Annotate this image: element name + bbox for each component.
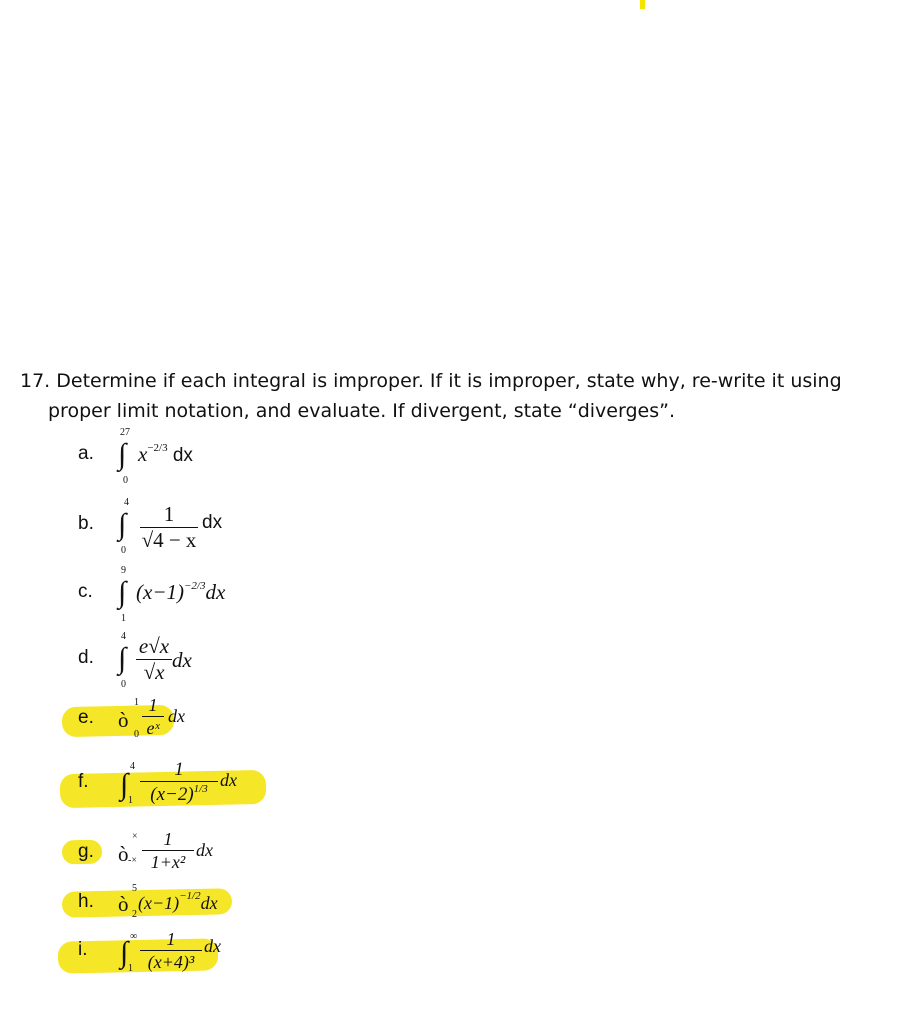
denominator-base: (x−2) (150, 784, 194, 805)
item-a (68, 428, 328, 488)
differential: dx (196, 840, 213, 860)
fraction (140, 760, 218, 804)
numerator: 1 (163, 829, 173, 849)
differential: dx (172, 445, 193, 466)
integral-sign-glyph: ò (118, 842, 129, 866)
differential: dx (200, 893, 218, 913)
upper-limit: 1 (134, 697, 139, 708)
fraction (136, 636, 172, 683)
integrand-base: (x−1) (138, 893, 180, 913)
numerator: e√x (138, 634, 170, 658)
differential: dx (205, 580, 226, 604)
denominator: (x+4)³ (140, 950, 202, 971)
yellow-mark (640, 0, 645, 9)
lower-limit: -× (128, 855, 137, 866)
integrand-exponent: −2/3 (147, 442, 168, 454)
denominator (140, 781, 218, 804)
integrand (138, 890, 218, 914)
upper-limit: 5 (132, 883, 137, 894)
fraction (140, 504, 198, 551)
lower-limit: 0 (123, 475, 128, 486)
item-label: g. (78, 841, 94, 862)
numerator: 1 (166, 929, 176, 949)
item-d (68, 632, 328, 692)
numerator: 1 (163, 502, 175, 526)
integrand-base: (x−1) (136, 580, 184, 604)
integral-sign-glyph: ò (118, 708, 129, 732)
question-line-1 (20, 366, 900, 396)
integrand-exponent: −1/2 (179, 890, 201, 902)
differential: dx (168, 706, 185, 726)
item-label: d. (78, 647, 94, 668)
denominator: eˣ (142, 716, 164, 737)
question-number: 17. (20, 370, 51, 392)
upper-limit: ∞ (130, 931, 138, 942)
differential: dx (202, 512, 223, 533)
lower-limit: 1 (128, 963, 133, 974)
denominator: √x (136, 659, 172, 683)
lower-limit: 0 (121, 679, 126, 690)
upper-limit: 27 (120, 427, 130, 438)
fraction (142, 696, 164, 737)
denominator-exponent: 1/3 (193, 783, 208, 795)
item-label: f. (78, 771, 89, 792)
integral-sign-icon: ∫ (118, 438, 127, 471)
differential: dx (220, 770, 237, 790)
differential: dx (172, 648, 192, 672)
item-f (68, 756, 328, 816)
upper-limit: 4 (121, 631, 126, 642)
integral-sign-icon: ∫ (118, 642, 127, 675)
question-text-1: Determine if each integral is improper. If it is improper, state why, re-write it using (56, 370, 842, 392)
item-e (68, 692, 328, 752)
item-label: i. (78, 939, 88, 960)
item-i (68, 924, 328, 984)
numerator: 1 (148, 695, 158, 715)
upper-limit: 4 (130, 761, 135, 772)
question-17 (20, 366, 900, 426)
integrand-base: x (138, 442, 148, 466)
denominator: √4 − x (141, 528, 197, 552)
lower-limit: 0 (121, 545, 126, 556)
item-label: c. (78, 581, 93, 602)
integral-sign-glyph: ò (118, 892, 129, 916)
item-label: b. (78, 513, 94, 534)
item-c (68, 566, 328, 626)
integrand (138, 442, 193, 467)
integral-sign-icon: ∫ (118, 508, 127, 541)
lower-limit: 2 (132, 909, 137, 920)
denominator: 1+x² (142, 850, 194, 871)
upper-limit: × (132, 831, 138, 842)
lower-limit: 1 (121, 613, 126, 624)
upper-limit: 9 (121, 565, 126, 576)
integrand-exponent: −2/3 (183, 580, 206, 592)
item-label: e. (78, 707, 94, 728)
integral-sign-icon: ∫ (118, 576, 127, 609)
fraction (142, 830, 194, 871)
differential: dx (204, 936, 221, 956)
item-b (68, 498, 328, 558)
integral-sign-icon: ∫ (120, 936, 129, 969)
item-label: a. (78, 443, 94, 464)
lower-limit: 0 (134, 729, 139, 740)
lower-limit: 1 (128, 795, 133, 806)
fraction (140, 930, 202, 971)
numerator: 1 (174, 759, 184, 780)
question-line-2: proper limit notation, and evaluate. If divergent, state “diverges”. (48, 400, 675, 422)
item-label: h. (78, 891, 94, 912)
upper-limit: 4 (124, 497, 129, 508)
integrand (136, 580, 225, 605)
integral-sign-icon: ∫ (120, 768, 129, 801)
